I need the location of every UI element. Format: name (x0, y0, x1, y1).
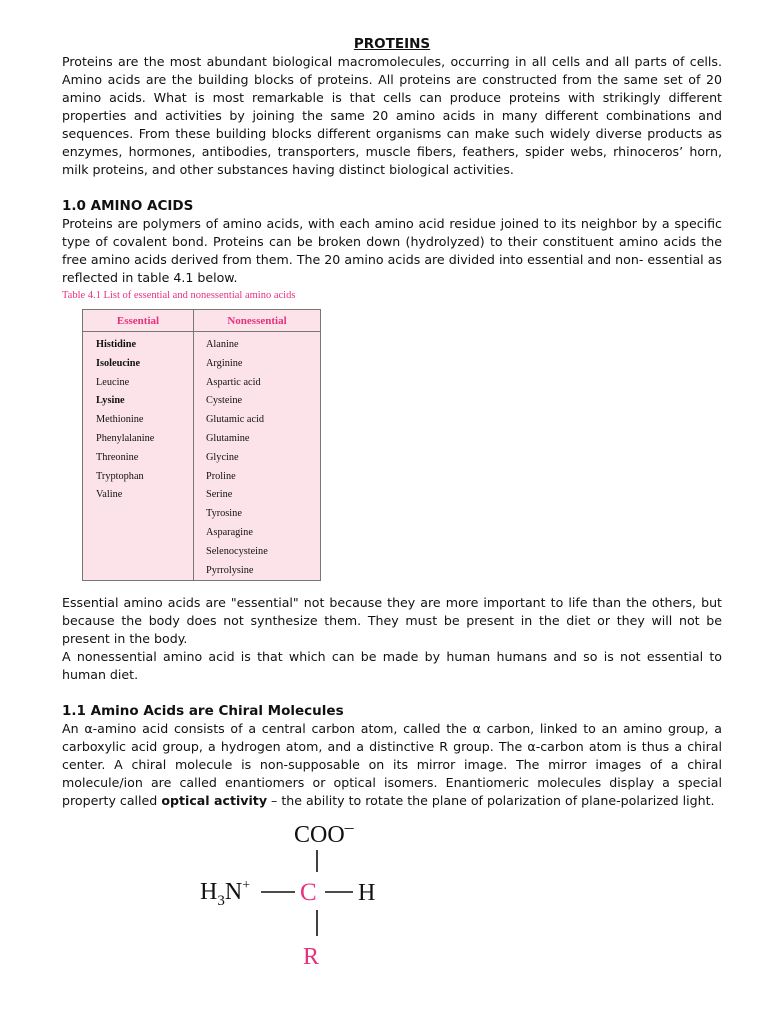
essential-item: Threonine (96, 451, 139, 463)
table-header-essential: Essential (83, 310, 194, 332)
carboxylate-label: COO– (294, 818, 354, 848)
amino-acid-table (82, 309, 321, 581)
essential-column (83, 332, 194, 581)
chiral-text: An α-amino acid consists of a central carbon atom, called the α carbon, linked to an amino group, a carboxylic acid group, a hydrogen atom, and a distinctive R group. The α-carbon atom is thus a chiral center. A chiral molecule is non-supposable on its mirror image. The mirror images of a chiral molecule/ion are called enantiomers or optical isomers. Enantiomeric molecules display a special property called (62, 721, 722, 809)
amino-acid-structure (196, 818, 396, 968)
nonessential-item: Glutamine (206, 432, 250, 444)
essential-item: Leucine (96, 376, 130, 388)
page-title: PROTEINS (353, 36, 431, 52)
nonessential-item: Serine (206, 489, 233, 501)
nonessential-item: Arginine (206, 357, 243, 369)
nonessential-column (194, 332, 321, 581)
nonessential-item: Selenocysteine (206, 545, 268, 557)
nonessential-item: Pyrrolysine (206, 564, 254, 576)
section-heading-chiral: 1.1 Amino Acids are Chiral Molecules (62, 703, 344, 720)
document-page (62, 36, 722, 810)
section-heading-amino-acids: 1.0 AMINO ACIDS (62, 198, 194, 214)
alpha-carbon-label: C (300, 879, 317, 906)
nonessential-item: Glycine (206, 451, 239, 463)
table-caption: Table 4.1 List of essential and nonessential amino acids (62, 290, 296, 301)
nonessential-item: Tyrosine (206, 508, 242, 520)
nonessential-item: Proline (206, 470, 236, 482)
chiral-paragraph (62, 720, 722, 810)
nonessential-item: Cysteine (206, 395, 243, 407)
intro-paragraph: Proteins are the most abundant biological macromolecules, occurring in all cells and all parts of cells. Amino acids are the building blocks of proteins. All proteins are constructed from the same set of 20 amino acids. What is most remarkable is that cells can produce proteins with strikingly different properties and activities by joining the same 20 amino acids in many different combinations and sequences. From these building blocks different organisms can make such widely diverse products as enzymes, hormones, antibodies, transporters, muscle fibers, feathers, spider webs, rhinoceros’ horn, milk proteins, and other substances having distinct biological activities. (62, 54, 722, 177)
optical-activity-term: optical activity (161, 793, 268, 809)
essential-item: Phenylalanine (96, 432, 155, 444)
nonessential-paragraph: A nonessential amino acid is that which can be made by human humans and so is not essential to human diet. (62, 649, 722, 683)
table-header-nonessential: Nonessential (194, 310, 321, 332)
essential-item: Tryptophan (96, 470, 144, 482)
nonessential-item: Asparagine (206, 526, 253, 538)
amine-label: $H_3N^+$ (200, 878, 251, 909)
essential-item: Isoleucine (96, 357, 141, 369)
essential-paragraph: Essential amino acids are "essential" not because they are more important to life than the others, but because the body does not synthesize them. They must be present in the diet or they will not be present in the body. (62, 595, 722, 647)
nonessential-item: Glutamic acid (206, 414, 265, 426)
amino-acids-paragraph: Proteins are polymers of amino acids, with each amino acid residue joined to its neighbor by a specific type of covalent bond. Proteins can be broken down (hydrolyzed) to their constituent amino acids the free amino acids derived from them. The 20 amino acids are divided into essential and non- essential as reflected in table 4.1 below. (62, 216, 722, 285)
r-group-label: R (303, 944, 320, 968)
essential-item: Lysine (96, 395, 125, 407)
chiral-text-end: – the ability to rotate the plane of polarization of plane-polarized light. (267, 793, 715, 809)
hydrogen-label: H (358, 880, 376, 906)
essential-item: Methionine (96, 414, 144, 426)
nonessential-item: Alanine (206, 339, 239, 350)
nonessential-item: Aspartic acid (206, 376, 261, 388)
essential-item: Histidine (96, 339, 137, 350)
essential-item: Valine (96, 489, 123, 501)
